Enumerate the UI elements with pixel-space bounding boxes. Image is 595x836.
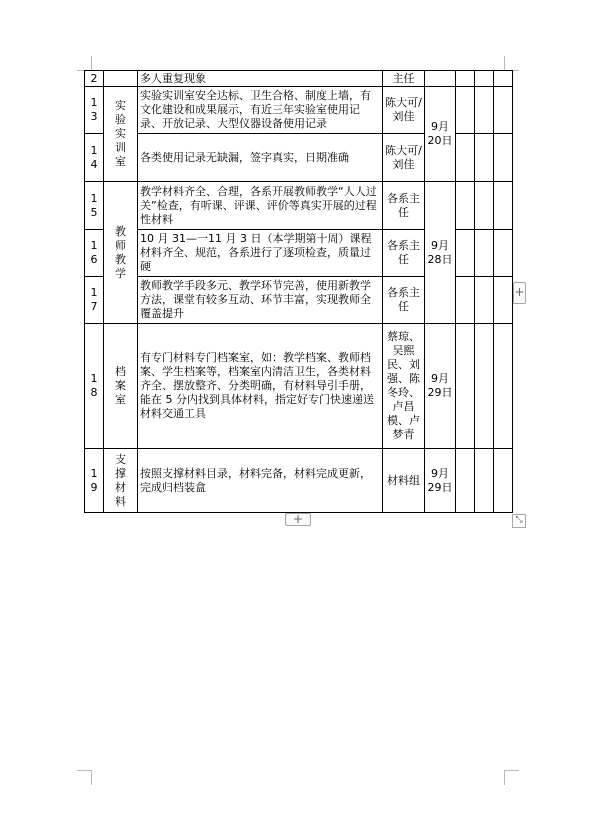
responsible-cell <box>383 277 425 324</box>
blank-cell <box>456 71 475 87</box>
blank-cell <box>475 449 494 513</box>
date-cell <box>425 71 456 87</box>
blank-cell <box>456 182 475 230</box>
date-cell-text: 日 <box>441 252 453 266</box>
date-cell-text: 日 <box>441 480 453 494</box>
item-number-cell-text: 1 <box>90 96 98 109</box>
responsible-cell-text: 吴熙 <box>392 344 415 357</box>
item-number-cell-text: 8 <box>90 386 98 399</box>
date-cell-text: 9月 <box>431 120 449 133</box>
table-row <box>85 182 513 230</box>
category-cell <box>104 324 138 449</box>
responsible-cell <box>383 87 425 134</box>
table-resize-handle[interactable]: ⤡ <box>512 514 526 528</box>
responsible-cell-text: 梦青 <box>392 428 415 441</box>
page-corner-mark-bottom-left <box>77 770 92 785</box>
date-cell <box>425 182 456 324</box>
blank-cell <box>456 87 475 134</box>
item-number-cell-text: 4 <box>90 157 98 171</box>
item-number-cell-text: 3 <box>90 110 98 123</box>
blank-cell <box>494 277 513 324</box>
item-number-cell-text: 1 <box>90 191 98 205</box>
responsible-cell-text: 各系 <box>387 286 409 299</box>
category-cell <box>104 71 138 87</box>
blank-cell <box>494 324 513 449</box>
date-cell-text: 29 <box>427 386 442 399</box>
item-number-cell <box>85 87 104 134</box>
table-row <box>85 87 513 134</box>
item-number-cell-text: 1 <box>90 286 98 299</box>
responsible-cell-text: 各系 <box>387 191 409 205</box>
blank-cell <box>456 324 475 449</box>
date-cell <box>425 449 456 513</box>
item-number-cell-text: 7 <box>90 300 98 313</box>
responsible-cell-text: 材料 <box>387 473 409 487</box>
item-number-cell <box>85 71 104 87</box>
item-number-cell-text: 1 <box>90 466 98 480</box>
table-row <box>85 71 513 87</box>
blank-cell <box>494 71 513 87</box>
category-cell-text: 教 <box>115 224 126 238</box>
blank-cell <box>475 230 494 277</box>
category-cell <box>104 449 138 513</box>
item-number-cell <box>85 182 104 230</box>
inspection-table <box>84 70 513 513</box>
blank-cell <box>456 277 475 324</box>
item-number-cell-text: 1 <box>90 372 98 385</box>
requirement-cell: 教学材料齐全、合理，各系开展教师教学“人人过关”检查，有听课、评课、评价等真实开展的过程性材料 <box>138 182 383 230</box>
category-cell-text: 室 <box>115 155 126 168</box>
responsible-cell-text: 强、陈 <box>387 372 420 385</box>
blank-cell <box>494 182 513 230</box>
category-cell-text: 训 <box>115 141 126 154</box>
category-cell-text: 学 <box>115 266 126 280</box>
date-cell-text: 日 <box>441 134 453 147</box>
add-column-button[interactable]: + <box>513 282 526 304</box>
date-cell-text: 9月 <box>431 466 449 480</box>
responsible-cell <box>383 449 425 513</box>
responsible-cell-text: 蔡琼、 <box>387 330 420 343</box>
responsible-cell-text: 主任 <box>398 191 420 219</box>
responsible-cell-text: 佳 <box>403 110 415 123</box>
item-number-cell-text: 6 <box>90 253 98 266</box>
responsible-cell-text: 组 <box>409 473 420 487</box>
date-cell-text: 29 <box>427 480 442 494</box>
requirement-cell: 教师教学手段多元、教学环节完善，使用新教学方法，课堂有较多互动、环节丰富，实现教师全覆盖提升 <box>138 277 383 324</box>
date-cell <box>425 87 456 182</box>
item-number-cell-text: 5 <box>90 205 98 219</box>
item-number-cell <box>85 324 104 449</box>
responsible-cell <box>383 182 425 230</box>
requirement-cell: 10 月 31—一11 月 3 日（本学期第十周）课程材料齐全、规范，各系进行了逐项检查，质量过硬 <box>138 230 383 277</box>
item-number-cell <box>85 134 104 182</box>
category-cell-text: 撑 <box>115 466 126 480</box>
responsible-cell-text: 主任 <box>398 286 420 313</box>
category-cell-text: 料 <box>115 494 126 508</box>
table-row <box>85 449 513 513</box>
responsible-cell-text: 佳 <box>403 157 415 171</box>
requirement-cell: 实验实训室安全达标、卫生合格、制度上墙，有文化建设和成果展示，有近三年实验室使用记录、开放记录、大型仪器设备使用记录 <box>138 87 383 134</box>
responsible-cell-text: 民、刘 <box>387 358 420 371</box>
responsible-cell-text: 可/刘 <box>392 96 422 123</box>
requirement-cell: 有专门材料专门档案室，如：教学档案、教师档案、学生档案等，档案室内清洁卫生，各类材料齐全、摆放整齐、分类明确，有材料导引手册，能在 5 分内找到具体材料，指定好专门快速递送材料交通工具 <box>138 324 383 449</box>
category-cell-text: 材 <box>115 480 126 494</box>
responsible-cell-text: 卢昌 <box>392 400 415 413</box>
date-cell <box>425 324 456 449</box>
requirement-cell: 多人重复现象 <box>138 71 383 87</box>
responsible-cell <box>383 134 425 182</box>
blank-cell <box>494 449 513 513</box>
item-number-cell <box>85 230 104 277</box>
category-cell <box>104 87 138 182</box>
blank-cell <box>475 324 494 449</box>
item-number-cell-text: 9 <box>90 480 98 494</box>
responsible-cell-text: 主任 <box>398 239 420 266</box>
category-cell-text: 教 <box>115 252 126 266</box>
category-cell <box>104 182 138 324</box>
date-cell-text: 日 <box>441 386 453 399</box>
category-cell-text: 验 <box>115 113 126 126</box>
blank-cell <box>494 87 513 134</box>
category-cell-text: 档 <box>115 365 126 378</box>
page-corner-mark-top-right <box>504 56 519 71</box>
requirement-cell: 按照支撑材料目录，材料完备，材料完成更新，完成归档装盒 <box>138 449 383 513</box>
date-cell-text: 9月 <box>431 372 449 385</box>
category-cell-text: 室 <box>115 393 126 406</box>
requirement-cell: 各类使用记录无缺漏，签字真实，日期准确 <box>138 134 383 182</box>
responsible-cell <box>383 230 425 277</box>
responsible-cell <box>383 71 425 87</box>
responsible-cell-text: 陈大 <box>385 96 408 109</box>
blank-cell <box>475 277 494 324</box>
category-cell-text: 师 <box>115 238 126 252</box>
category-cell-text: 实 <box>115 127 126 140</box>
responsible-cell-text: 陈大 <box>385 143 408 157</box>
responsible-cell-text: 主任 <box>392 71 415 85</box>
item-number-cell-text: 1 <box>90 143 98 157</box>
blank-cell <box>475 87 494 134</box>
item-number-cell <box>85 277 104 324</box>
responsible-cell-text: 冬玲、 <box>387 386 420 399</box>
responsible-cell-text: 模、卢 <box>387 414 420 427</box>
blank-cell <box>494 134 513 182</box>
responsible-cell-text: 可/刘 <box>392 143 422 171</box>
category-cell-text: 实 <box>115 99 126 112</box>
blank-cell <box>456 230 475 277</box>
blank-cell <box>494 230 513 277</box>
responsible-cell-text: 各系 <box>387 239 409 252</box>
category-cell-text: 案 <box>115 379 126 392</box>
date-cell-text: 20 <box>427 134 442 147</box>
blank-cell <box>475 134 494 182</box>
item-number-cell-text: 1 <box>90 239 98 252</box>
category-cell-text: 支 <box>115 452 126 466</box>
page-corner-mark-top-left <box>77 56 92 71</box>
item-number-cell <box>85 449 104 513</box>
add-row-button[interactable]: + <box>285 513 311 526</box>
table-row <box>85 324 513 449</box>
date-cell-text: 9月 <box>431 238 449 252</box>
page-corner-mark-bottom-right <box>504 770 519 785</box>
blank-cell <box>456 134 475 182</box>
blank-cell <box>456 449 475 513</box>
blank-cell <box>475 182 494 230</box>
blank-cell <box>475 71 494 87</box>
date-cell-text: 28 <box>427 252 442 266</box>
item-number-cell-text: 2 <box>90 71 98 85</box>
responsible-cell <box>383 324 425 449</box>
